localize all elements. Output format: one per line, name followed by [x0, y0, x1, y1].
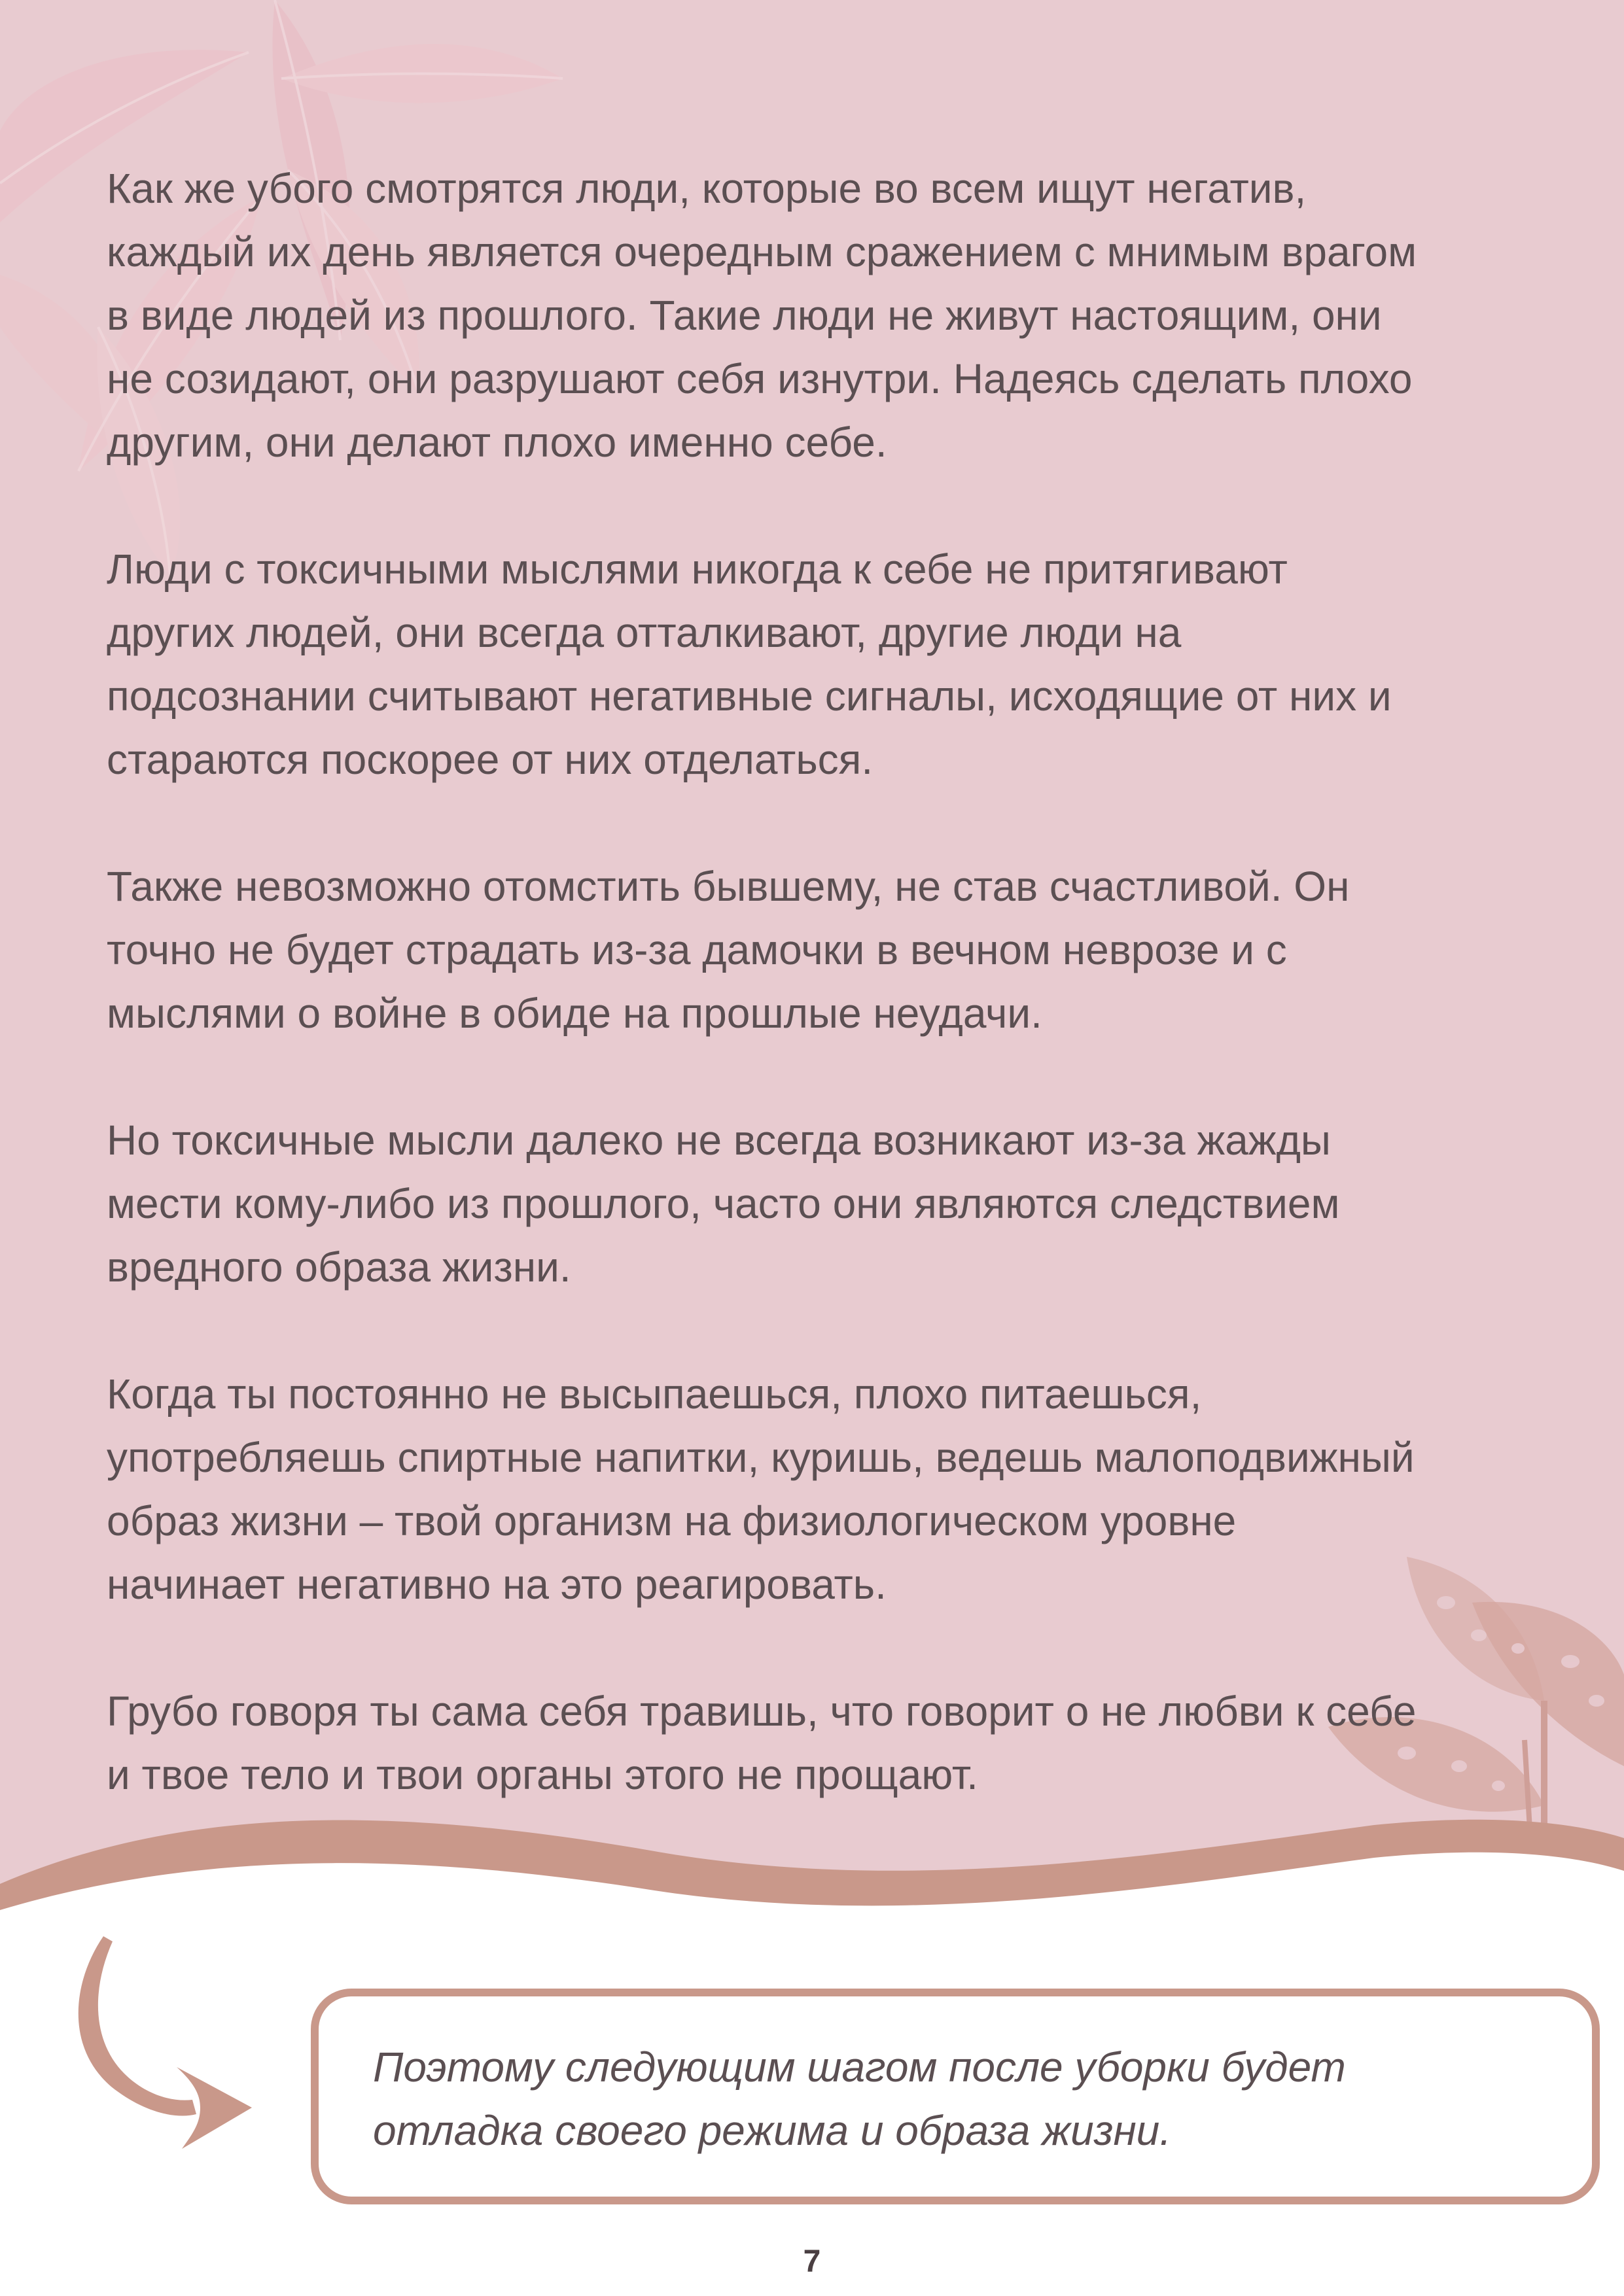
paragraph: Люди с токсичными мыслями никогда к себе не притягивают других людей, они всегда отталкивают, другие люди на подсознании считывают негативные сигналы, исходящие от них и стараются поскорее от них отделаться.	[107, 546, 1392, 783]
callout-text: Поэтому следующим шагом после уборки будет отладка своего режима и образа жизни.	[373, 2044, 1346, 2154]
paragraph: Но токсичные мысли далеко не всегда возникают из-за жажды мести кому-либо из прошлого, часто они являются следствием вредного образа жизни.	[107, 1117, 1340, 1291]
paragraph: Грубо говоря ты сама себя травишь, что говорит о не любви к себе и твое тело и твои органы этого не прощают.	[107, 1688, 1417, 1798]
paragraph: Как же убого смотрятся люди, которые во всем ищут негатив, каждый их день является очередным сражением с мнимым врагом в виде людей из прошлого. Такие люди не живут настоящим, они не созидают, они разрушают себя изнутри. Надеясь сделать плохо другим, они делают плохо именно себе.	[107, 165, 1417, 466]
page-number: 7	[803, 2244, 821, 2279]
paragraph: Также невозможно отомстить бывшему, не став счастливой. Он точно не будет страдать из-за дамочки в вечном неврозе и с мыслями о войне в обиде на прошлые неудачи.	[107, 863, 1350, 1037]
paragraph: Когда ты постоянно не высыпаешься, плохо питаешься, употребляешь спиртные напитки, куришь, ведешь малоподвижный образ жизни – твой организм на физиологическом уровне начинает негативно на это реагировать.	[107, 1370, 1415, 1608]
body-text	[107, 157, 1585, 1807]
callout-box	[311, 1989, 1600, 2204]
curved-arrow-icon	[72, 1936, 268, 2152]
